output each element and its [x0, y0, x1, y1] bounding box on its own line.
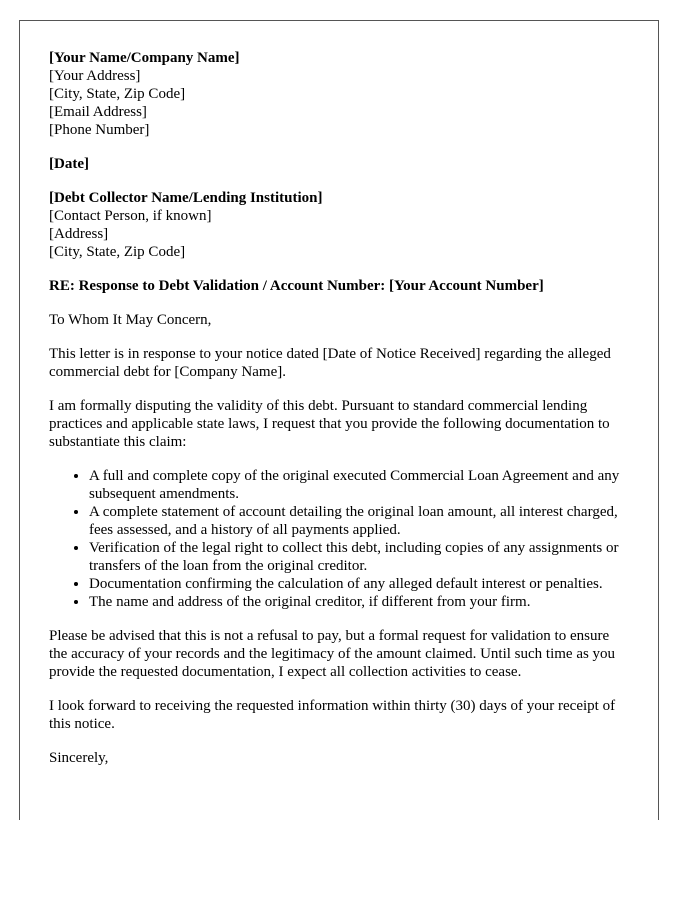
recipient-address: [Address] — [49, 226, 109, 242]
sender-block — [49, 49, 630, 139]
signoff: Sincerely, — [49, 750, 109, 766]
list-item: • Verification of the legal right to collect this debt, including copies of any assignments or transfers of the loan from the original creditor. — [89, 539, 630, 575]
letter-page — [19, 20, 659, 820]
sender-email: [Email Address] — [49, 104, 147, 120]
recipient-name: [Debt Collector Name/Lending Institution] — [49, 190, 323, 206]
sender-city-state-zip: [City, State, Zip Code] — [49, 86, 186, 102]
intro-paragraph: This letter is in response to your notice dated [Date of Notice Received] regarding the alleged commercial debt for [Company Name]. — [49, 346, 611, 380]
list-item: • A full and complete copy of the original executed Commercial Loan Agreement and any subsequent amendments. — [89, 467, 630, 503]
list-item: • The name and address of the original creditor, if different from your firm. — [89, 593, 630, 611]
dispute-paragraph: I am formally disputing the validity of this debt. Pursuant to standard commercial lending practices and applicable state laws, I request that you provide the following documentation to substantiate this claim: — [49, 398, 610, 450]
sender-name: [Your Name/Company Name] — [49, 50, 240, 66]
list-item: • Documentation confirming the calculation of any alleged default interest or penalties. — [89, 575, 630, 593]
closing-paragraph: I look forward to receiving the requested information within thirty (30) days of your receipt of this notice. — [49, 698, 616, 732]
advisory-paragraph: Please be advised that this is not a refusal to pay, but a formal request for validation to ensure the accuracy of your records and the legitimacy of the amount claimed. Until such time as you provide the requested documentation, I expect all collection activities to cease. — [49, 628, 616, 680]
date-block — [49, 155, 630, 173]
list-item: • A complete statement of account detailing the original loan amount, all interest charged, fees assessed, and a history of all payments applied. — [89, 503, 630, 539]
letter-date: [Date] — [49, 156, 89, 172]
recipient-city-state-zip: [City, State, Zip Code] — [49, 244, 186, 260]
documentation-request-list — [49, 467, 630, 611]
subject-line: RE: Response to Debt Validation / Account Number: [Your Account Number] — [49, 278, 544, 294]
sender-address: [Your Address] — [49, 68, 141, 84]
salutation: To Whom It May Concern, — [49, 312, 212, 328]
recipient-contact: [Contact Person, if known] — [49, 208, 212, 224]
sender-phone: [Phone Number] — [49, 122, 150, 138]
recipient-block — [49, 189, 630, 261]
